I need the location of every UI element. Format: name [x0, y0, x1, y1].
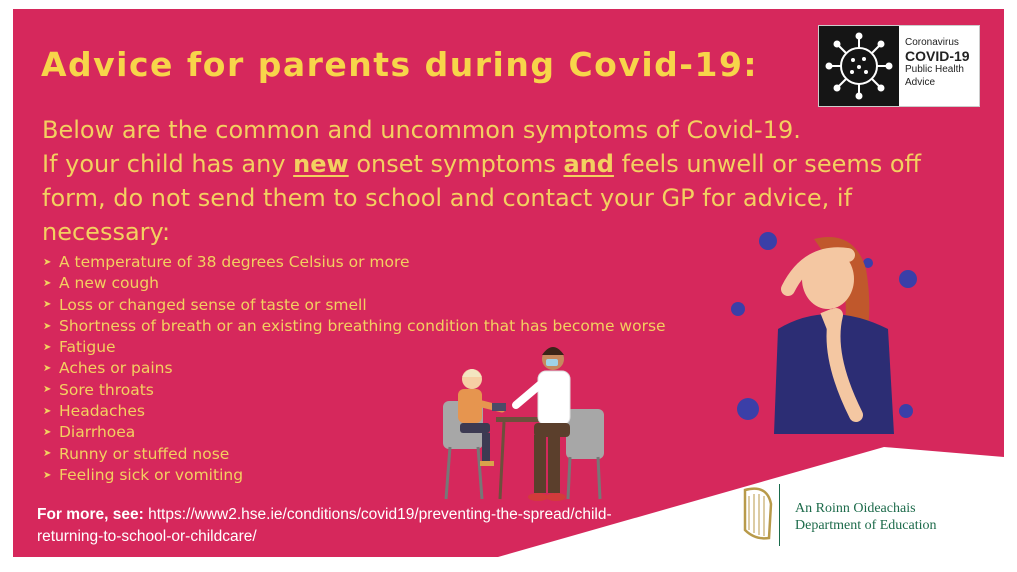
covid-public-health-badge — [818, 25, 980, 107]
list-item — [43, 273, 666, 294]
doctor-and-child-illustration — [438, 339, 608, 504]
arrow-bullet-icon: ➤ — [43, 469, 52, 481]
arrow-bullet-icon: ➤ — [43, 448, 52, 460]
symptom-label: Feeling sick or vomiting — [59, 465, 244, 484]
more-info-text — [37, 504, 617, 548]
covid-badge-text — [905, 36, 970, 89]
badge-line-advice: Advice — [905, 77, 936, 88]
department-of-education-logo — [731, 478, 991, 550]
more-info-url[interactable]: https://www2.hse.ie/conditions/covid19/preventing-the-spread/child-returning-to-school-or-childcare/ — [37, 506, 612, 545]
arrow-bullet-icon: ➤ — [43, 320, 52, 332]
symptom-label: Shortness of breath or an existing breathing condition that has become worse — [59, 316, 666, 335]
arrow-bullet-icon: ➤ — [43, 427, 52, 439]
arrow-bullet-icon: ➤ — [43, 341, 52, 353]
intro-emphasis-and: and — [563, 150, 614, 178]
intro-line-2b: onset symptoms — [348, 150, 564, 178]
badge-line-coronavirus: Coronavirus — [905, 37, 959, 48]
unwell-woman-illustration — [718, 219, 918, 434]
symptom-label: Diarrhoea — [59, 423, 136, 442]
symptom-label: Runny or stuffed nose — [59, 444, 230, 463]
logo-divider — [779, 484, 780, 546]
intro-line-1: Below are the common and uncommon symptoms of Covid-19. — [42, 116, 801, 144]
arrow-bullet-icon: ➤ — [43, 405, 52, 417]
badge-line-covid19: COVID-19 — [905, 48, 970, 64]
arrow-bullet-icon: ➤ — [43, 363, 52, 375]
symptom-label: Aches or pains — [59, 359, 173, 378]
intro-line-2c: feels unwell or seems off form, do not send them to school and contact your GP for advice, if necessary: — [42, 150, 922, 246]
harp-icon — [739, 486, 775, 542]
badge-line-public-health: Public Health — [905, 64, 964, 75]
symptom-label: Loss or changed sense of taste or smell — [59, 295, 367, 314]
list-item — [43, 316, 666, 337]
department-name — [795, 500, 937, 534]
symptom-label: Sore throats — [59, 380, 154, 399]
more-info-label: For more, see: — [37, 506, 144, 523]
symptom-label: A new cough — [59, 274, 159, 293]
symptom-label: Headaches — [59, 402, 145, 421]
department-name-irish: An Roinn Oideachais — [795, 501, 916, 516]
infographic-slide — [13, 9, 1004, 557]
department-name-english: Department of Education — [795, 518, 937, 533]
symptom-label: Fatigue — [59, 338, 116, 357]
intro-line-2a: If your child has any — [42, 150, 294, 178]
page-title: Advice for parents during Covid-19: — [41, 45, 759, 84]
arrow-bullet-icon: ➤ — [43, 384, 52, 396]
arrow-bullet-icon: ➤ — [43, 299, 52, 311]
list-item — [43, 252, 666, 273]
intro-emphasis-new: new — [293, 150, 349, 178]
symptom-label: A temperature of 38 degrees Celsius or more — [59, 253, 410, 271]
arrow-bullet-icon: ➤ — [43, 256, 52, 268]
list-item — [43, 295, 666, 316]
arrow-bullet-icon: ➤ — [43, 277, 52, 289]
coronavirus-icon — [819, 26, 899, 106]
